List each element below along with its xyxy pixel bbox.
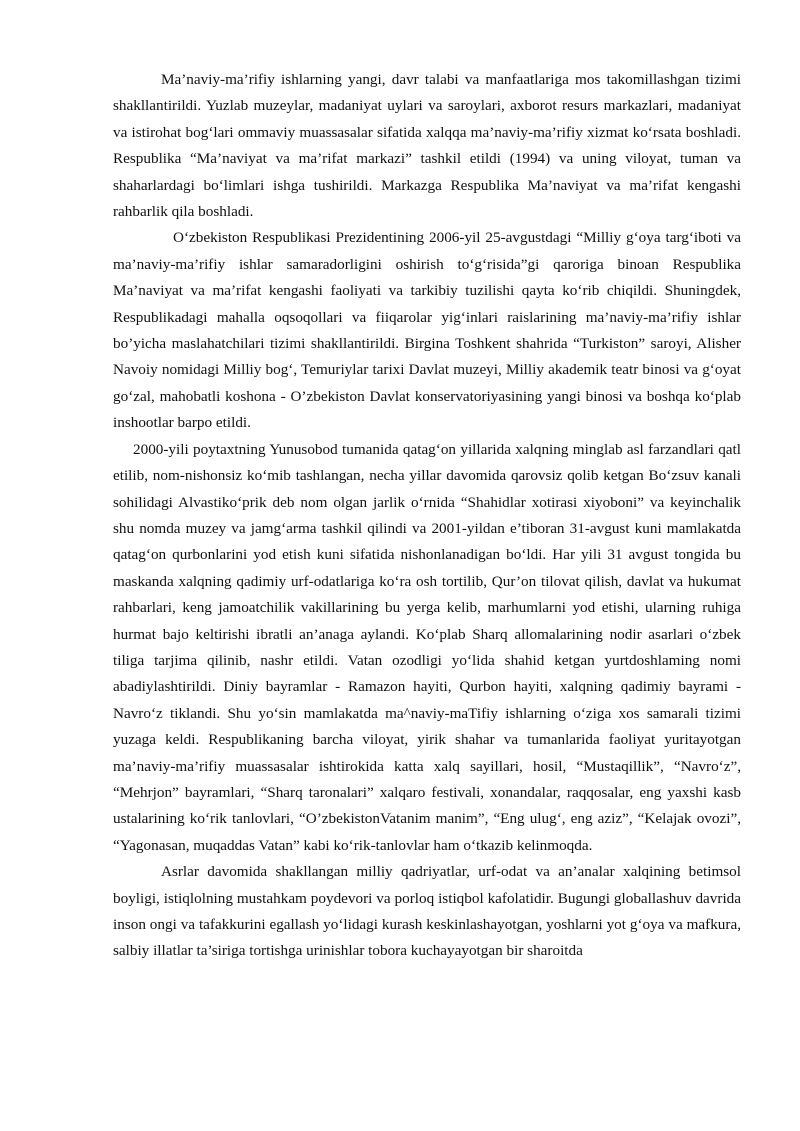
paragraph-national-values: Asrlar davomida shakllangan milliy qadriyatlar, urf-odat va an’analar xalqining betimsol boyligi, istiqlolning mustahkam poydevori va porloq istiqbol kafolatidir. Bugungi globallashuv davrida inson ongi va tafakkurini egallash yo‘lidagi kurash keskinlashayotgan, yoshlarni yot g‘oya va mafkura, salbiy illatlar ta’siriga tortishga urinishlar tobora kuchayayotgan bir sharoitda bbox=[113, 863, 741, 960]
document-page bbox=[113, 67, 741, 965]
paragraph-martyrs-memorial: 2000-yili poytaxtning Yunusobod tumanida qatag‘on yillarida xalqning minglab asl farzandlari qatl etilib, nom-nishonsiz ko‘mib tashlangan, necha yillar davomida qarovsiz qolib ketgan Bo‘zsuv kanali sohilidagi Alvastiko‘prik deb nom olgan jarlik o‘rnida “Shahidlar xotirasi xiyoboni” va keyinchalik shu nomda muzey va jamg‘arma tashkil qilindi va 2001-yildan e’tiboran 31-avgust kuni mamlakatda qatag‘on qurbonlarini yod etish kuni sifatida nishonlanadigan bo‘ldi. Har yili 31 avgust tongida bu maskanda xalqning qadimiy urf-odatlariga ko‘ra osh tortilib, Qur’on tilovat qilish, davlat va hukumat rahbarlari, keng jamoatchilik vakillarining bu yerga kelib, marhumlarni yod etishi, ularning ruhiga hurmat bajo keltirishi ibratli an’anaga aylandi. Ko‘plab Sharq allomalarining nodir asarlari o‘zbek tiliga tarjima qilinib, nashr etildi. Vatan ozodligi yo‘lida shahid ketgan yurtdoshlaming nomi abadiylashtirildi. Diniy bayramlar - Ramazon hayiti, Qurbon hayiti, xalqning qadimiy bayrami - Navro‘z tiklandi. Shu yo‘sin mamlakatda ma^naviy-maTifiy ishlarning o‘ziga xos samarali tizimi yuzaga keldi. Respublikaning barcha viloyat, yirik shahar va tumanlarida faoliyat yuritayotgan ma’naviy-ma’rifiy muassasalar ishtirokida katta xalq sayillari, hosil, “Mustaqillik”, “Navro‘z”, “Mehrjon” bayramlari, “Sharq taronalari” xalqaro festivali, xonandalar, raqqosalar, eng yaxshi kasb ustalarining ko‘rik tanlovlari, “O’zbekistonVatanim manim”, “Eng ulug‘, eng aziz”, “Kelajak ovozi”, “Yagonasan, muqaddas Vatan” kabi ko‘rik-tanlovlar ham o‘tkazib kelinmoqda. bbox=[113, 440, 741, 854]
paragraph-presidential-decree: O‘zbekiston Respublikasi Prezidentining 2006-yil 25-avgustdagi “Milliy g‘oya targ‘iboti va ma’naviy-ma’rifiy ishlar samaradorligini oshirish to‘g‘risida”gi qaroriga binoan Respublika Ma’naviyat va ma’rifat kengashi faoliyati va tarkibiy tuzilishi qayta ko‘rib chiqildi. Shuningdek, Respublikadagi mahalla oqsoqollari va fiiqarolar yig‘inlari raislarining ma’naviy-ma’rifiy ishlar bo’yicha maslahatchilari tizimi shakllantirildi. Birgina Toshkent shahrida “Turkiston” saroyi, Alisher Navoiy nomidagi Milliy bog‘, Temuriylar tarixi Davlat muzeyi, Milliy akademik teatr binosi va g‘oyat go‘zal, mahobatli koshona - O’zbekiston Davlat konservatoriyasining yangi binosi va boshqa ko‘plab inshootlar barpo etildi. bbox=[113, 229, 741, 432]
paragraph-spiritual-system: Ma’naviy-ma’rifiy ishlarning yangi, davr talabi va manfaatlariga mos takomillashgan tizimi shakllantirildi. Yuzlab muzeylar, madaniyat uylari va saroylari, axborot resurs markazlari, madaniyat va istirohat bog‘lari ommaviy muassasalar sifatida xalqqa ma’naviy-ma’rifiy xizmat ko‘rsata boshladi. Respublika “Ma’naviyat va ma’rifat markazi” tashkil etildi (1994) va uning viloyat, tuman va shaharlardagi bo‘limlari ishga tushirildi. Markazga Respublika Ma’naviyat va ma’rifat kengashi rahbarlik qila boshladi. bbox=[113, 71, 741, 221]
